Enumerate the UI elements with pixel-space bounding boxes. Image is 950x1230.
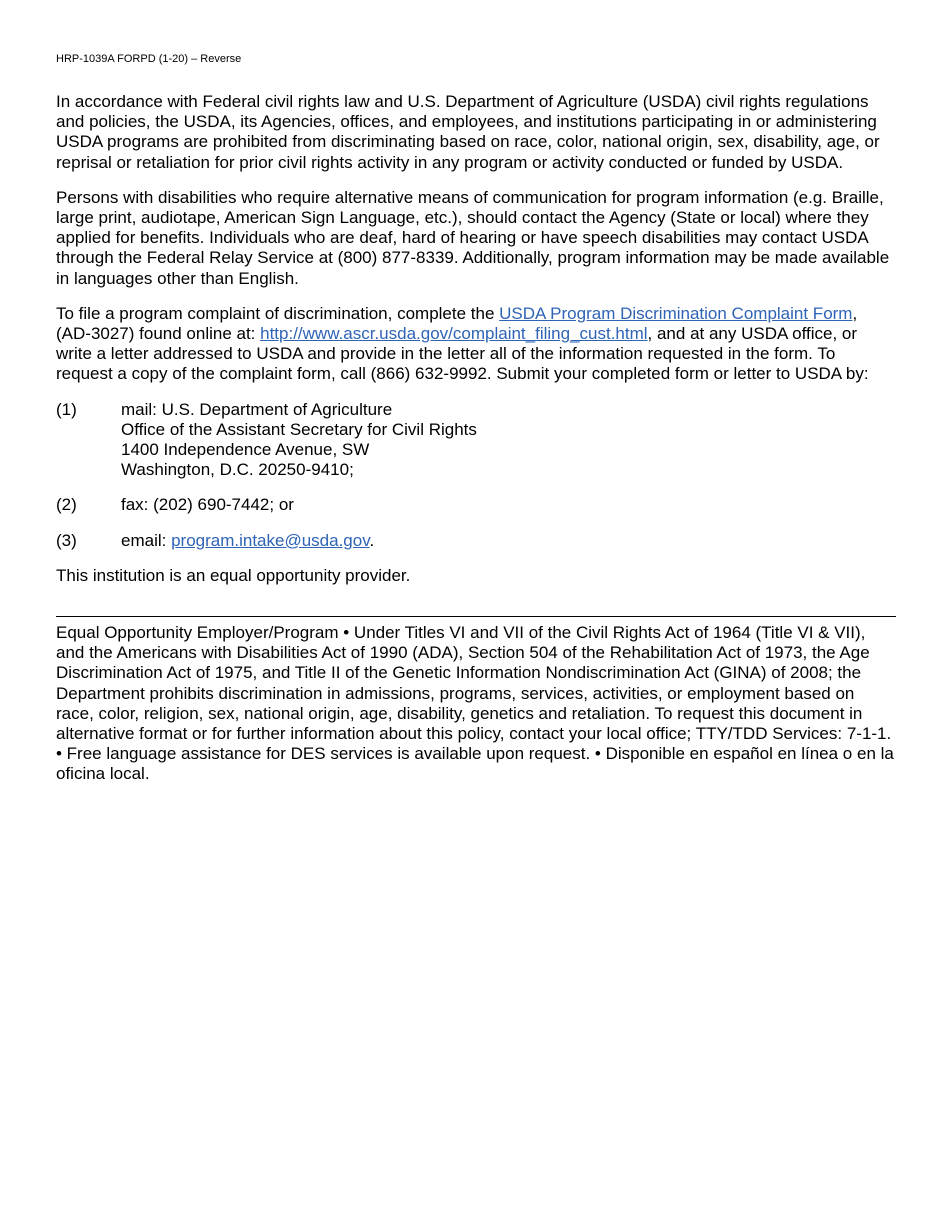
- email-suffix: .: [369, 530, 375, 550]
- fax-text: fax: (202) 690-7442; or: [121, 495, 294, 515]
- address-line: mail: U.S. Department of Agriculture: [121, 399, 393, 419]
- address-line: Washington, D.C. 20250-9410;: [121, 460, 354, 480]
- complaint-form-link[interactable]: USDA Program Discrimination Complaint Form: [499, 303, 853, 323]
- form-id-header: HRP-1039A FORPD (1-20) – Reverse: [56, 53, 242, 65]
- complaint-text-b: , (AD-3027) found online at:: [56, 303, 858, 344]
- complaint-paragraph: [56, 304, 896, 385]
- complaint-url-link[interactable]: http://www.ascr.usda.gov/complaint_filing_cust.html: [260, 324, 648, 344]
- footer-notice: Equal Opportunity Employer/Program • Under Titles VI and VII of the Civil Rights Act of 1964 (Title VI & VII), and the Americans with Disabilities Act of 1990 (ADA), Section 504 of the Rehabilitation Act of 1973, the Age Discrimination Act of 1975, and Title II of the Genetic Information Nondiscrimination Act (GINA) of 2008; the Department prohibits discrimination in admissions, programs, services, activities, or employment based on race, color, religion, sex, national origin, age, disability, genetics and retaliation. To request this document in alternative format or for further information about this policy, contact your local office; TTY/TDD Services: 7-1-1. • Free language assistance for DES services is available upon request. • Disponible en español en línea o en la oficina local.: [56, 623, 894, 784]
- mail-address: [121, 400, 477, 481]
- equal-opportunity-statement: This institution is an equal opportunity provider.: [56, 565, 411, 585]
- footer-divider: [56, 616, 896, 617]
- document-page: [56, 52, 896, 785]
- list-item-mail: [56, 400, 896, 481]
- list-number: (2): [56, 495, 77, 515]
- address-line: 1400 Independence Avenue, SW: [121, 440, 370, 460]
- list-number: (1): [56, 399, 77, 419]
- disabilities-paragraph: Persons with disabilities who require alternative means of communication for program information (e.g. Braille, large print, audiotape, American Sign Language, etc.), should contact the Agency (State or local) where they applied for benefits. Individuals who are deaf, hard of hearing or have speech disabilities may contact USDA through the Federal Relay Service at (800) 877-8339. Additionally, program information may be made available in languages other than English.: [56, 187, 890, 288]
- email-prefix: email:: [121, 530, 172, 550]
- address-line: Office of the Assistant Secretary for Civil Rights: [121, 419, 477, 439]
- complaint-text-c: , and at any USDA office, or write a letter addressed to USDA and provide in the letter all of the information requested in the form. To request a copy of the complaint form, call (866) 632-9992. Submit your completed form or letter to USDA by:: [56, 324, 869, 384]
- email-line: [121, 531, 374, 551]
- civil-rights-paragraph: In accordance with Federal civil rights law and U.S. Department of Agriculture (USDA) civil rights regulations and policies, the USDA, its Agencies, offices, and employees, and institutions participating in or administering USDA programs are prohibited from discriminating based on race, color, national origin, sex, disability, age, or reprisal or retaliation for prior civil rights activity in any program or activity conducted or funded by USDA.: [56, 92, 880, 172]
- complaint-text-a: To file a program complaint of discrimination, complete the: [56, 303, 500, 323]
- list-item-email: [56, 531, 896, 551]
- list-number: (3): [56, 530, 77, 550]
- email-link[interactable]: program.intake@usda.gov: [171, 530, 370, 550]
- list-item-fax: [56, 495, 896, 515]
